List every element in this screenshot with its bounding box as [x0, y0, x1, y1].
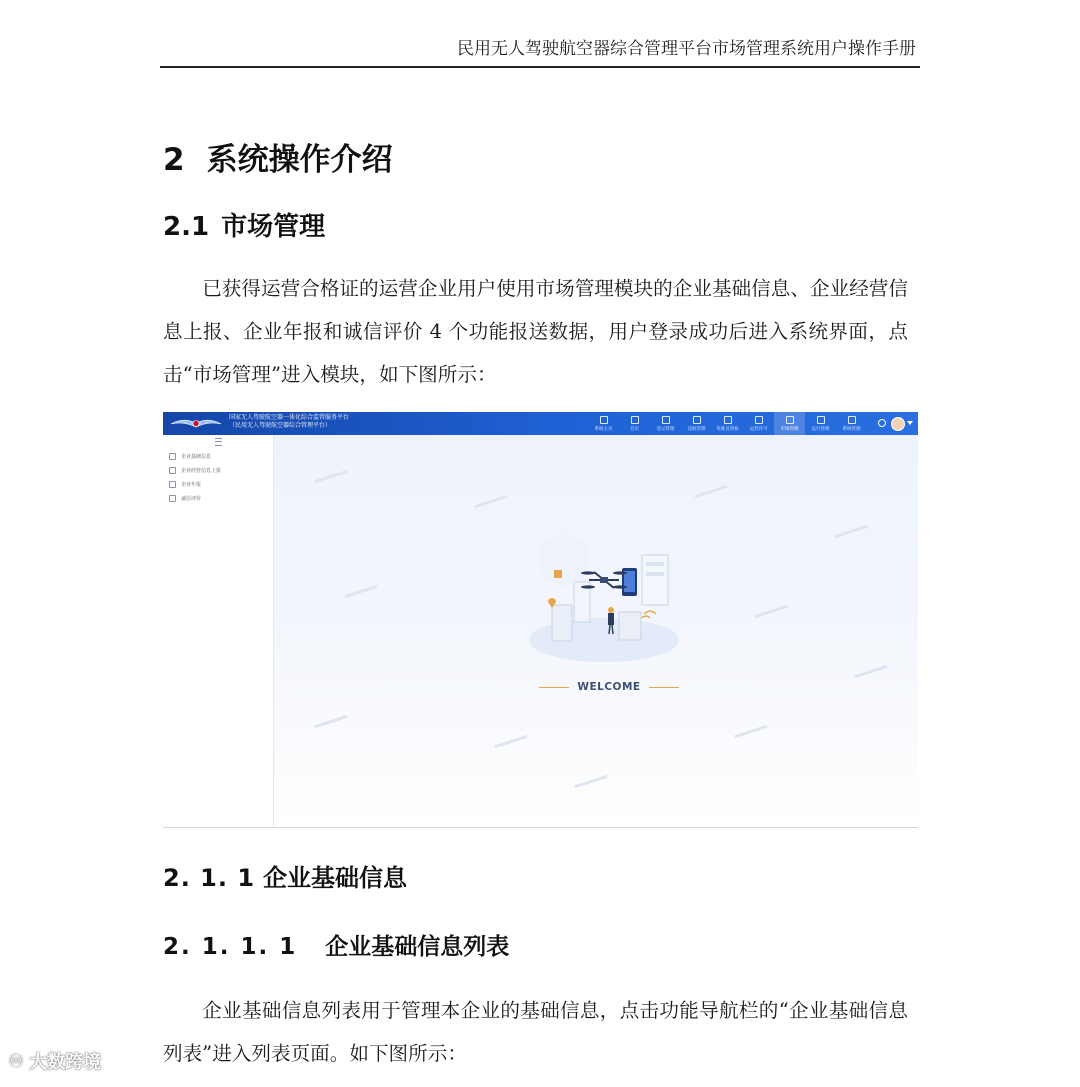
system-screenshot-figure [163, 412, 918, 828]
watermark-mark [754, 605, 787, 618]
nav-item-pilot[interactable] [712, 412, 743, 435]
welcome-banner [524, 681, 694, 693]
watermark-mark [314, 715, 347, 728]
nav-item-home[interactable] [619, 412, 650, 435]
nav-item-label: 运行管理 [811, 426, 830, 432]
register-icon [662, 416, 670, 424]
watermark-mark [494, 735, 527, 748]
watermark-mark [574, 775, 607, 788]
watermark-mark [694, 485, 727, 498]
running-header [160, 28, 920, 68]
nav-item-label: 运营许可 [749, 426, 768, 432]
subsection-number: 2.1 [163, 212, 210, 242]
avatar[interactable] [891, 417, 905, 431]
nav-item-label: 市场管理 [780, 426, 799, 432]
watermark-mark [854, 665, 887, 678]
menu-toggle-icon[interactable] [215, 438, 222, 446]
source-watermark [8, 1048, 101, 1074]
nav-item-label: 首页 [630, 426, 639, 432]
platform-title-line2: （民用无人驾驶航空器综合管理平台） [229, 422, 332, 429]
nav-item-system-home[interactable] [588, 412, 619, 435]
subsection-title: 市场管理 [221, 212, 326, 242]
nav-item-label: 系统主页 [594, 426, 613, 432]
nav-item-license[interactable] [743, 412, 774, 435]
sidebar-item-label: 企业年报 [181, 482, 202, 488]
sidebar-item-enterprise-info[interactable] [169, 453, 211, 460]
rating-icon [169, 495, 176, 502]
welcome-divider-left [539, 687, 569, 688]
platform-topbar [163, 412, 918, 435]
platform-title [229, 414, 349, 430]
platform-title-line1: 国家无人驾驶航空器一体化综合监管服务平台 [229, 414, 350, 421]
nav-item-registration[interactable] [650, 412, 681, 435]
sidebar-item-annual-report[interactable] [169, 481, 201, 488]
welcome-divider-right [649, 687, 679, 688]
nav-item-airworthiness[interactable] [681, 412, 712, 435]
watermark-mark [834, 525, 867, 538]
document-icon [169, 453, 176, 460]
airworthiness-icon [693, 416, 701, 424]
subsubsection-heading [163, 858, 407, 893]
drone-welcome-illustration [524, 520, 684, 675]
pilot-icon [724, 416, 732, 424]
nav-item-label: 适航管理 [687, 426, 706, 432]
section-number: 2 [163, 142, 185, 178]
nav-item-label: 驾驶员资格 [716, 426, 739, 432]
sidebar [163, 435, 274, 827]
dashboard-icon [631, 416, 639, 424]
chevron-down-icon[interactable] [907, 421, 913, 425]
sidebar-item-credit-rating[interactable] [169, 495, 201, 502]
report-icon [169, 467, 176, 474]
nav-item-operation[interactable] [805, 412, 836, 435]
welcome-content-area [274, 435, 918, 827]
welcome-text: WELCOME [577, 681, 641, 693]
sidebar-item-label: 诚信评价 [181, 496, 202, 502]
sidebar-item-label: 企业基础信息 [181, 454, 212, 460]
caac-logo-icon [169, 415, 223, 432]
subsubsubsection-number: 2. 1. 1. 1 [163, 934, 298, 960]
sidebar-item-operation-report[interactable] [169, 467, 221, 474]
calendar-icon [169, 481, 176, 488]
watermark-mark [314, 470, 347, 483]
watermark-mark [344, 585, 377, 598]
subsubsubsection-title: 企业基础信息列表 [325, 934, 510, 960]
operation-icon [817, 416, 825, 424]
settings-icon [848, 416, 856, 424]
intro-paragraph: 已获得运营合格证的运营企业用户使用市场管理模块的企业基础信息、企业经营信息上报、企业年报和诚信评价 4 个功能报送数据，用户登录成功后进入系统界面，点击“市场管理”进入模块，如下图所示： [163, 277, 908, 386]
subsubsubsection-heading [163, 928, 509, 961]
home-icon [600, 416, 608, 424]
subsubsection-number: 2. 1. 1 [163, 864, 256, 892]
list-paragraph: 企业基础信息列表用于管理本企业的基础信息，点击功能导航栏的“企业基础信息列表”进入列表页面。如下图所示： [163, 999, 908, 1065]
nav-item-market[interactable] [774, 412, 805, 435]
section-title: 系统操作介绍 [206, 142, 393, 178]
section-heading [163, 134, 393, 179]
watermark-mark [474, 495, 507, 508]
nav-item-label: 系统管理 [842, 426, 861, 432]
watermark-mark [734, 725, 767, 738]
top-nav [588, 412, 867, 435]
license-icon [755, 416, 763, 424]
watermark-text: 大数跨境 [29, 1052, 102, 1073]
subsubsection-title: 企业基础信息 [263, 864, 408, 892]
sidebar-item-label: 企业经营信息上报 [181, 468, 222, 474]
subsection-heading [163, 206, 325, 243]
search-icon[interactable] [878, 419, 886, 427]
nav-item-label: 登记管理 [656, 426, 675, 432]
watermark-logo-icon: ♾ [8, 1050, 24, 1072]
nav-item-system-admin[interactable] [836, 412, 867, 435]
market-icon [786, 416, 794, 424]
running-header-title: 民用无人驾驶航空器综合管理平台市场管理系统用户操作手册 [457, 39, 916, 59]
